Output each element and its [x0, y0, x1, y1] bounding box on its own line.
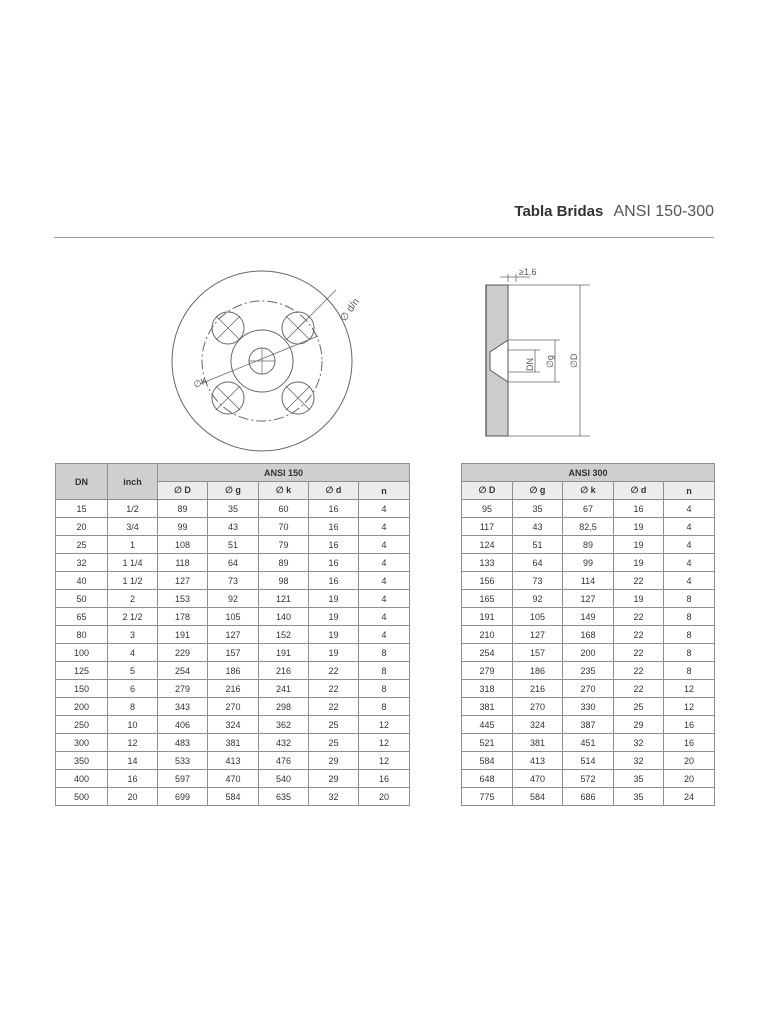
table-cell: 79: [259, 536, 309, 554]
table-cell: 178: [158, 608, 208, 626]
table-cell: 133: [462, 554, 513, 572]
table-cell: 229: [158, 644, 208, 662]
title-subtitle: ANSI 150-300: [613, 203, 714, 220]
cell-inch: 8: [108, 698, 158, 716]
table-cell: 89: [563, 536, 614, 554]
table-cell: 432: [259, 734, 309, 752]
table-cell: 324: [513, 716, 563, 734]
table-cell: 521: [462, 734, 513, 752]
table-cell: 117: [462, 518, 513, 536]
table-cell: 4: [664, 572, 715, 590]
table-cell: 381: [208, 734, 259, 752]
table-cell: 67: [563, 500, 614, 518]
label-g: ∅g: [545, 355, 555, 368]
table-cell: 413: [513, 752, 563, 770]
table-cell: 648: [462, 770, 513, 788]
table-cell: 98: [259, 572, 309, 590]
cell-inch: 5: [108, 662, 158, 680]
table-cell: 343: [158, 698, 208, 716]
table-cell: 16: [664, 716, 715, 734]
table-cell: 12: [359, 734, 410, 752]
col-header-g: ∅ g: [513, 482, 563, 500]
table-cell: 8: [359, 662, 410, 680]
label-D: ∅D: [569, 353, 579, 368]
cell-dn: 15: [56, 500, 108, 518]
table-cell: 216: [259, 662, 309, 680]
table-cell: 22: [309, 680, 359, 698]
table-cell: 20: [664, 752, 715, 770]
table-cell: 533: [158, 752, 208, 770]
table-cell: 19: [614, 518, 664, 536]
cell-inch: 12: [108, 734, 158, 752]
title-main: Tabla Bridas: [514, 203, 604, 220]
table-cell: 118: [158, 554, 208, 572]
table-row: [462, 572, 715, 590]
table-cell: 235: [563, 662, 614, 680]
table-cell: 157: [208, 644, 259, 662]
table-cell: 4: [664, 554, 715, 572]
table-cell: 82,5: [563, 518, 614, 536]
table-cell: 19: [614, 554, 664, 572]
cell-dn: 25: [56, 536, 108, 554]
table-cell: 32: [309, 788, 359, 806]
cell-dn: 250: [56, 716, 108, 734]
table-cell: 16: [309, 500, 359, 518]
flange-section: [486, 285, 508, 436]
col-header-inch: inch: [108, 464, 158, 500]
table-cell: 73: [208, 572, 259, 590]
col-header-d: ∅ d: [309, 482, 359, 500]
ansi-150-body: [56, 500, 410, 806]
table-cell: 20: [359, 788, 410, 806]
group-header-ansi-150: ANSI 150: [158, 464, 410, 482]
cell-dn: 200: [56, 698, 108, 716]
table-cell: 32: [614, 734, 664, 752]
table-row: [56, 572, 410, 590]
label-k: ∅K: [192, 375, 209, 390]
cell-dn: 80: [56, 626, 108, 644]
table-cell: 445: [462, 716, 513, 734]
table-cell: 19: [309, 590, 359, 608]
table-cell: 8: [664, 590, 715, 608]
table-cell: 92: [208, 590, 259, 608]
table-cell: 186: [513, 662, 563, 680]
table-cell: 254: [462, 644, 513, 662]
table-cell: 22: [614, 608, 664, 626]
table-cell: 64: [513, 554, 563, 572]
table-cell: 22: [614, 572, 664, 590]
cell-dn: 125: [56, 662, 108, 680]
table-cell: 8: [664, 662, 715, 680]
table-cell: 99: [563, 554, 614, 572]
table-cell: 32: [614, 752, 664, 770]
cell-dn: 300: [56, 734, 108, 752]
table-cell: 92: [513, 590, 563, 608]
table-row: [462, 662, 715, 680]
d-leader-line: [298, 290, 336, 328]
table-cell: 362: [259, 716, 309, 734]
col-header-n: n: [359, 482, 410, 500]
cell-inch: 10: [108, 716, 158, 734]
cell-dn: 100: [56, 644, 108, 662]
table-cell: 12: [664, 698, 715, 716]
table-cell: 324: [208, 716, 259, 734]
table-cell: 4: [664, 536, 715, 554]
table-cell: 25: [309, 734, 359, 752]
table-cell: 22: [614, 644, 664, 662]
col-header-D: ∅ D: [158, 482, 208, 500]
table-cell: 35: [208, 500, 259, 518]
cell-inch: 14: [108, 752, 158, 770]
table-cell: 127: [158, 572, 208, 590]
table-row: [56, 536, 410, 554]
table-cell: 483: [158, 734, 208, 752]
table-cell: 191: [462, 608, 513, 626]
table-cell: 70: [259, 518, 309, 536]
table-row: [56, 590, 410, 608]
table-cell: 152: [259, 626, 309, 644]
table-cell: 35: [513, 500, 563, 518]
table-cell: 60: [259, 500, 309, 518]
table-cell: 168: [563, 626, 614, 644]
front-view: [172, 271, 352, 451]
table-cell: 597: [158, 770, 208, 788]
table-row: [462, 626, 715, 644]
table-cell: 8: [359, 698, 410, 716]
table-cell: 270: [563, 680, 614, 698]
table-cell: 4: [359, 590, 410, 608]
table-cell: 19: [614, 590, 664, 608]
table-cell: 153: [158, 590, 208, 608]
table-cell: 241: [259, 680, 309, 698]
table-row: [56, 500, 410, 518]
table-cell: 29: [614, 716, 664, 734]
col-header-d: ∅ d: [614, 482, 664, 500]
table-cell: 699: [158, 788, 208, 806]
table-cell: 279: [158, 680, 208, 698]
table-row: [56, 698, 410, 716]
table-cell: 16: [309, 518, 359, 536]
table-row: [56, 644, 410, 662]
label-d-n: ∅ d/n: [338, 296, 363, 324]
table-cell: 4: [359, 536, 410, 554]
table-cell: 29: [309, 770, 359, 788]
table-cell: 8: [664, 626, 715, 644]
table-row: [462, 770, 715, 788]
table-cell: 19: [614, 536, 664, 554]
table-row: [462, 608, 715, 626]
cell-inch: 20: [108, 788, 158, 806]
cell-dn: 20: [56, 518, 108, 536]
table-cell: 12: [664, 680, 715, 698]
table-row: [56, 770, 410, 788]
table-cell: 140: [259, 608, 309, 626]
table-cell: 149: [563, 608, 614, 626]
table-cell: 124: [462, 536, 513, 554]
table-cell: 89: [158, 500, 208, 518]
table-cell: 584: [513, 788, 563, 806]
cell-dn: 400: [56, 770, 108, 788]
table-cell: 24: [664, 788, 715, 806]
table-cell: 105: [208, 608, 259, 626]
table-cell: 35: [614, 770, 664, 788]
table-cell: 8: [664, 644, 715, 662]
ansi-300-body: [462, 500, 715, 806]
table-row: [56, 716, 410, 734]
table-cell: 16: [664, 734, 715, 752]
table-cell: 165: [462, 590, 513, 608]
table-cell: 16: [614, 500, 664, 518]
table-cell: 22: [309, 662, 359, 680]
cell-dn: 50: [56, 590, 108, 608]
table-cell: 25: [309, 716, 359, 734]
table-row: [462, 644, 715, 662]
table-cell: 254: [158, 662, 208, 680]
table-cell: 279: [462, 662, 513, 680]
cell-dn: 32: [56, 554, 108, 572]
table-cell: 25: [614, 698, 664, 716]
table-cell: 406: [158, 716, 208, 734]
table-cell: 51: [513, 536, 563, 554]
table-row: [462, 536, 715, 554]
table-cell: 127: [513, 626, 563, 644]
table-cell: 387: [563, 716, 614, 734]
table-cell: 381: [513, 734, 563, 752]
table-cell: 43: [208, 518, 259, 536]
table-cell: 381: [462, 698, 513, 716]
cell-dn: 500: [56, 788, 108, 806]
table-cell: 470: [208, 770, 259, 788]
table-cell: 43: [513, 518, 563, 536]
table-cell: 127: [208, 626, 259, 644]
table-cell: 470: [513, 770, 563, 788]
table-cell: 413: [208, 752, 259, 770]
col-header-dn: DN: [56, 464, 108, 500]
ansi-300-table: [461, 463, 715, 806]
table-cell: 686: [563, 788, 614, 806]
table-cell: 16: [309, 572, 359, 590]
ansi-150-table: [55, 463, 410, 806]
table-cell: 22: [309, 698, 359, 716]
table-cell: 51: [208, 536, 259, 554]
table-row: [462, 788, 715, 806]
cell-inch: 1 1/4: [108, 554, 158, 572]
table-row: [56, 608, 410, 626]
table-cell: 99: [158, 518, 208, 536]
table-cell: 270: [208, 698, 259, 716]
table-cell: 4: [359, 518, 410, 536]
table-cell: 191: [259, 644, 309, 662]
table-cell: 19: [309, 608, 359, 626]
table-row: [56, 680, 410, 698]
table-cell: 8: [664, 608, 715, 626]
table-cell: 8: [359, 644, 410, 662]
table-row: [462, 554, 715, 572]
cell-inch: 2: [108, 590, 158, 608]
table-row: [56, 554, 410, 572]
table-cell: 318: [462, 680, 513, 698]
table-cell: 210: [462, 626, 513, 644]
table-row: [462, 680, 715, 698]
table-cell: 330: [563, 698, 614, 716]
table-row: [56, 626, 410, 644]
cell-inch: 2 1/2: [108, 608, 158, 626]
table-cell: 19: [309, 626, 359, 644]
table-row: [56, 662, 410, 680]
label-thickness: ≥1.6: [519, 267, 537, 277]
cell-dn: 350: [56, 752, 108, 770]
cell-inch: 1/2: [108, 500, 158, 518]
cell-dn: 65: [56, 608, 108, 626]
table-row: [462, 734, 715, 752]
table-cell: 4: [359, 572, 410, 590]
table-cell: 572: [563, 770, 614, 788]
label-dn: DN: [525, 358, 535, 371]
table-row: [462, 518, 715, 536]
table-cell: 20: [664, 770, 715, 788]
table-cell: 191: [158, 626, 208, 644]
table-cell: 127: [563, 590, 614, 608]
cell-inch: 4: [108, 644, 158, 662]
k-dimension-line: [200, 336, 318, 384]
table-cell: 22: [614, 626, 664, 644]
cell-inch: 3: [108, 626, 158, 644]
table-cell: 22: [614, 680, 664, 698]
table-cell: 16: [309, 554, 359, 572]
table-cell: 216: [208, 680, 259, 698]
table-cell: 19: [309, 644, 359, 662]
table-cell: 89: [259, 554, 309, 572]
table-cell: 476: [259, 752, 309, 770]
table-cell: 635: [259, 788, 309, 806]
cell-inch: 1 1/2: [108, 572, 158, 590]
cell-dn: 40: [56, 572, 108, 590]
table-row: [56, 734, 410, 752]
col-header-k: ∅ k: [563, 482, 614, 500]
table-row: [462, 590, 715, 608]
table-cell: 29: [309, 752, 359, 770]
table-cell: 73: [513, 572, 563, 590]
cell-inch: 1: [108, 536, 158, 554]
table-cell: 64: [208, 554, 259, 572]
table-cell: 121: [259, 590, 309, 608]
flange-drawing: [0, 0, 768, 460]
table-cell: 22: [614, 662, 664, 680]
table-cell: 186: [208, 662, 259, 680]
table-cell: 298: [259, 698, 309, 716]
table-cell: 775: [462, 788, 513, 806]
table-row: [56, 752, 410, 770]
table-row: [56, 518, 410, 536]
table-cell: 12: [359, 716, 410, 734]
table-row: [56, 788, 410, 806]
table-cell: 4: [359, 500, 410, 518]
table-cell: 584: [208, 788, 259, 806]
cell-inch: 6: [108, 680, 158, 698]
cell-dn: 150: [56, 680, 108, 698]
table-row: [462, 752, 715, 770]
table-cell: 105: [513, 608, 563, 626]
table-cell: 16: [359, 770, 410, 788]
table-cell: 156: [462, 572, 513, 590]
cell-inch: 3/4: [108, 518, 158, 536]
table-cell: 451: [563, 734, 614, 752]
group-header-ansi-300: ANSI 300: [462, 464, 715, 482]
table-cell: 514: [563, 752, 614, 770]
table-cell: 16: [309, 536, 359, 554]
table-cell: 4: [664, 500, 715, 518]
table-cell: 8: [359, 680, 410, 698]
table-cell: 4: [359, 554, 410, 572]
table-cell: 584: [462, 752, 513, 770]
table-cell: 270: [513, 698, 563, 716]
col-header-D: ∅ D: [462, 482, 513, 500]
table-row: [462, 500, 715, 518]
cell-inch: 16: [108, 770, 158, 788]
table-cell: 108: [158, 536, 208, 554]
table-cell: 4: [664, 518, 715, 536]
table-cell: 200: [563, 644, 614, 662]
table-cell: 157: [513, 644, 563, 662]
table-cell: 4: [359, 608, 410, 626]
table-cell: 12: [359, 752, 410, 770]
col-header-g: ∅ g: [208, 482, 259, 500]
table-cell: 4: [359, 626, 410, 644]
table-row: [462, 716, 715, 734]
table-cell: 540: [259, 770, 309, 788]
col-header-n: n: [664, 482, 715, 500]
table-row: [462, 698, 715, 716]
table-cell: 35: [614, 788, 664, 806]
table-cell: 114: [563, 572, 614, 590]
table-cell: 216: [513, 680, 563, 698]
col-header-k: ∅ k: [259, 482, 309, 500]
table-cell: 95: [462, 500, 513, 518]
